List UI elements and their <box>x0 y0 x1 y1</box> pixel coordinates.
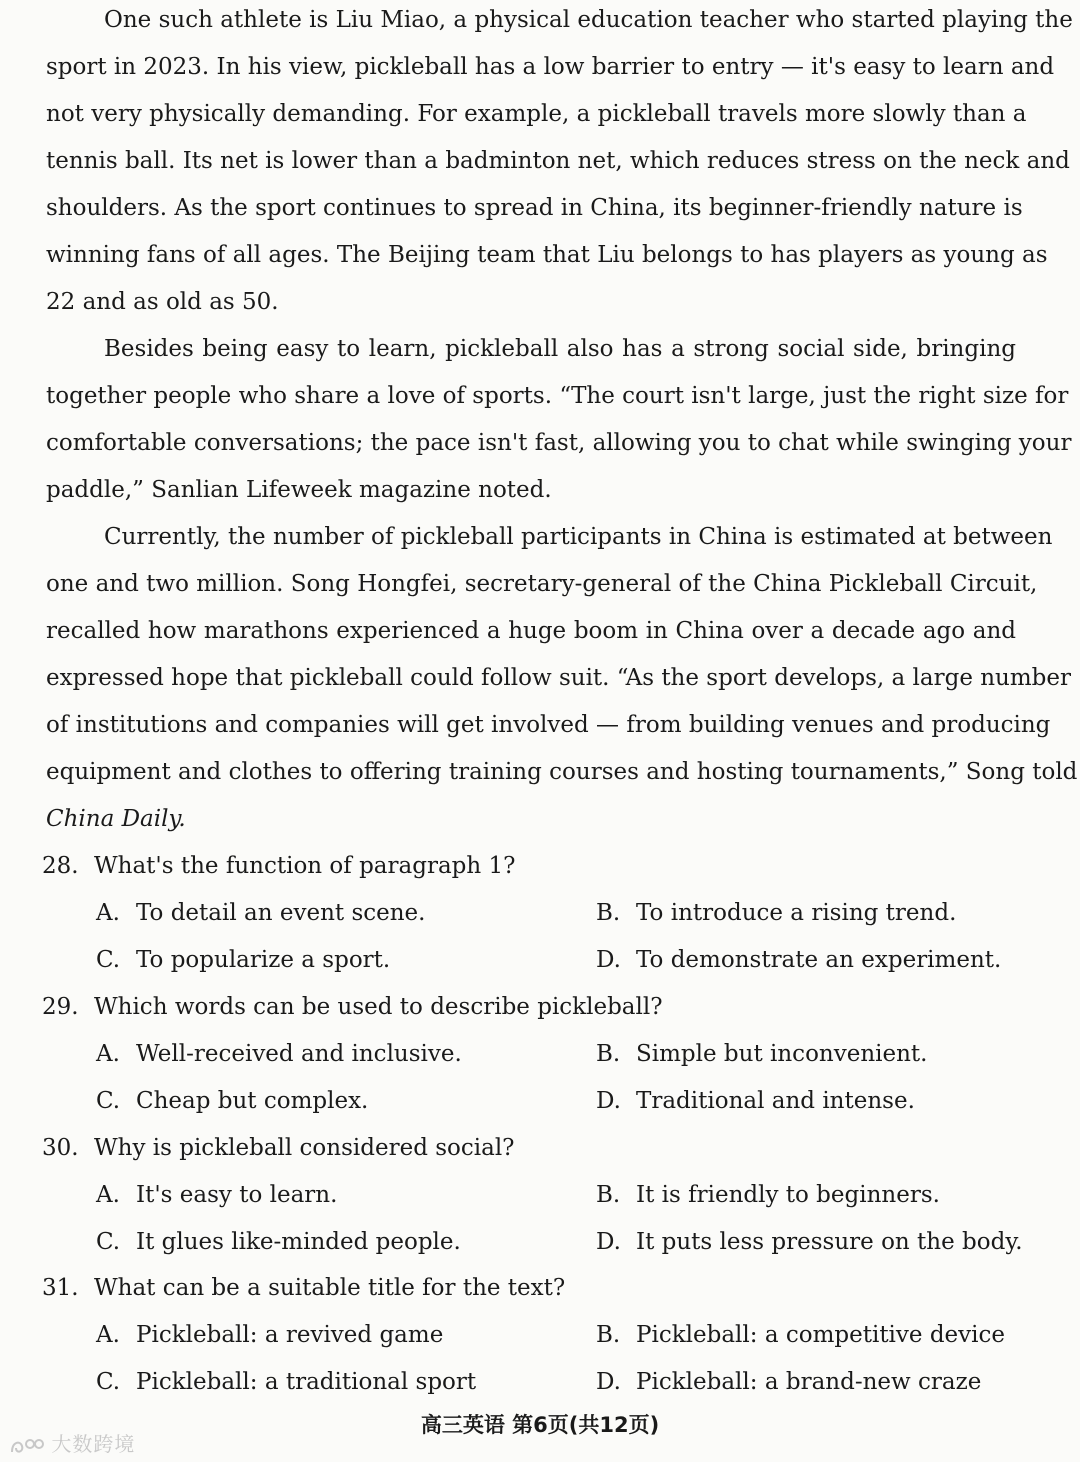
p3-line-1: Currently, the number of pickleball participants in China is estimated at between <box>104 524 1053 550</box>
question-number: 30. <box>42 1135 79 1161</box>
option-text: To detail an event scene. <box>136 900 426 926</box>
option-29-c[interactable] <box>96 1081 368 1128</box>
option-letter: A. <box>96 1041 120 1067</box>
option-letter: C. <box>96 1088 121 1114</box>
option-28-b[interactable] <box>596 893 956 940</box>
option-text: It puts less pressure on the body. <box>636 1229 1023 1255</box>
option-text: Cheap but complex. <box>136 1088 369 1114</box>
option-text: It's easy to learn. <box>136 1182 338 1208</box>
p2-line-3: comfortable conversations; the pace isn't fast, allowing you to chat while swinging your <box>46 430 1072 456</box>
option-letter: B. <box>596 900 621 926</box>
p3-line-4: expressed hope that pickleball could follow suit. “As the sport develops, a large number <box>46 665 1072 691</box>
option-text: Pickleball: a traditional sport <box>136 1369 477 1395</box>
option-30-c[interactable] <box>96 1222 461 1269</box>
option-28-c[interactable] <box>96 940 390 987</box>
option-letter: A. <box>96 1322 120 1348</box>
option-text: Traditional and intense. <box>636 1088 915 1114</box>
p3-line-2: one and two million. Song Hongfei, secretary-general of the China Pickleball Circuit, <box>46 571 1038 597</box>
option-letter: B. <box>596 1041 621 1067</box>
option-29-d[interactable] <box>596 1081 915 1128</box>
option-31-c[interactable] <box>96 1362 476 1409</box>
p2-line-1: Besides being easy to learn, pickleball also has a strong social side, bringing <box>104 336 1016 362</box>
option-29-b[interactable] <box>596 1034 927 1081</box>
option-text: To demonstrate an experiment. <box>636 947 1002 973</box>
question-28 <box>42 846 515 893</box>
question-text: Why is pickleball considered social? <box>94 1135 515 1161</box>
option-31-b[interactable] <box>596 1315 1005 1362</box>
option-letter: D. <box>596 1229 621 1255</box>
option-31-d[interactable] <box>596 1362 981 1409</box>
question-30 <box>42 1128 515 1175</box>
watermark <box>10 1428 135 1457</box>
p3-source: China Daily. <box>46 806 186 832</box>
option-text: Well-received and inclusive. <box>136 1041 462 1067</box>
option-letter: A. <box>96 900 120 926</box>
option-30-a[interactable] <box>96 1175 337 1222</box>
question-number: 28. <box>42 853 79 879</box>
watermark-logo-icon <box>10 1436 44 1456</box>
option-text: To popularize a sport. <box>136 947 391 973</box>
p1-line-2: sport in 2023. In his view, pickleball has a low barrier to entry — it's easy to learn and <box>46 54 1055 80</box>
p2-line-4: paddle,” Sanlian Lifeweek magazine noted. <box>46 477 552 503</box>
option-30-d[interactable] <box>596 1222 1023 1269</box>
option-letter: D. <box>596 1369 621 1395</box>
p3-line-3: recalled how marathons experienced a huge boom in China over a decade ago and <box>46 618 1016 644</box>
p1-line-6: winning fans of all ages. The Beijing team that Liu belongs to has players as young as <box>46 242 1048 268</box>
option-text: To introduce a rising trend. <box>636 900 957 926</box>
option-letter: C. <box>96 947 121 973</box>
option-letter: C. <box>96 1369 121 1395</box>
option-text: Pickleball: a competitive device <box>636 1322 1006 1348</box>
option-31-a[interactable] <box>96 1315 443 1362</box>
option-text: It is friendly to beginners. <box>636 1182 940 1208</box>
question-text: What's the function of paragraph 1? <box>94 853 516 879</box>
p1-line-5: shoulders. As the sport continues to spread in China, its beginner-friendly nature is <box>46 195 1023 221</box>
option-letter: C. <box>96 1229 121 1255</box>
option-28-d[interactable] <box>596 940 1001 987</box>
p3-line-6: equipment and clothes to offering training courses and hosting tournaments,” Song told <box>46 759 1078 785</box>
option-letter: D. <box>596 947 621 973</box>
option-letter: B. <box>596 1322 621 1348</box>
p1-line-1: One such athlete is Liu Miao, a physical education teacher who started playing the <box>104 7 1073 33</box>
page-footer: 高三英语 第6页(共12页) <box>420 1413 660 1437</box>
option-30-b[interactable] <box>596 1175 940 1222</box>
question-31 <box>42 1268 565 1315</box>
question-29 <box>42 987 663 1034</box>
p1-line-3: not very physically demanding. For example, a pickleball travels more slowly than a <box>46 101 1027 127</box>
question-number: 29. <box>42 994 79 1020</box>
question-text: Which words can be used to describe pickleball? <box>94 994 663 1020</box>
watermark-text: 大数跨境 <box>51 1432 136 1456</box>
option-29-a[interactable] <box>96 1034 462 1081</box>
option-text: Pickleball: a revived game <box>136 1322 444 1348</box>
option-letter: A. <box>96 1182 120 1208</box>
option-text: Simple but inconvenient. <box>636 1041 928 1067</box>
question-text: What can be a suitable title for the text? <box>94 1275 566 1301</box>
p1-line-4: tennis ball. Its net is lower than a badminton net, which reduces stress on the neck and <box>46 148 1070 174</box>
option-text: Pickleball: a brand-new craze <box>636 1369 982 1395</box>
option-text: It glues like-minded people. <box>136 1229 461 1255</box>
option-28-a[interactable] <box>96 893 425 940</box>
option-letter: D. <box>596 1088 621 1114</box>
p3-line-5: of institutions and companies will get involved — from building venues and producing <box>46 712 1051 738</box>
option-letter: B. <box>596 1182 621 1208</box>
p1-line-7: 22 and as old as 50. <box>46 289 279 315</box>
p2-line-2: together people who share a love of sports. “The court isn't large, just the right size for <box>46 383 1069 409</box>
question-number: 31. <box>42 1275 79 1301</box>
